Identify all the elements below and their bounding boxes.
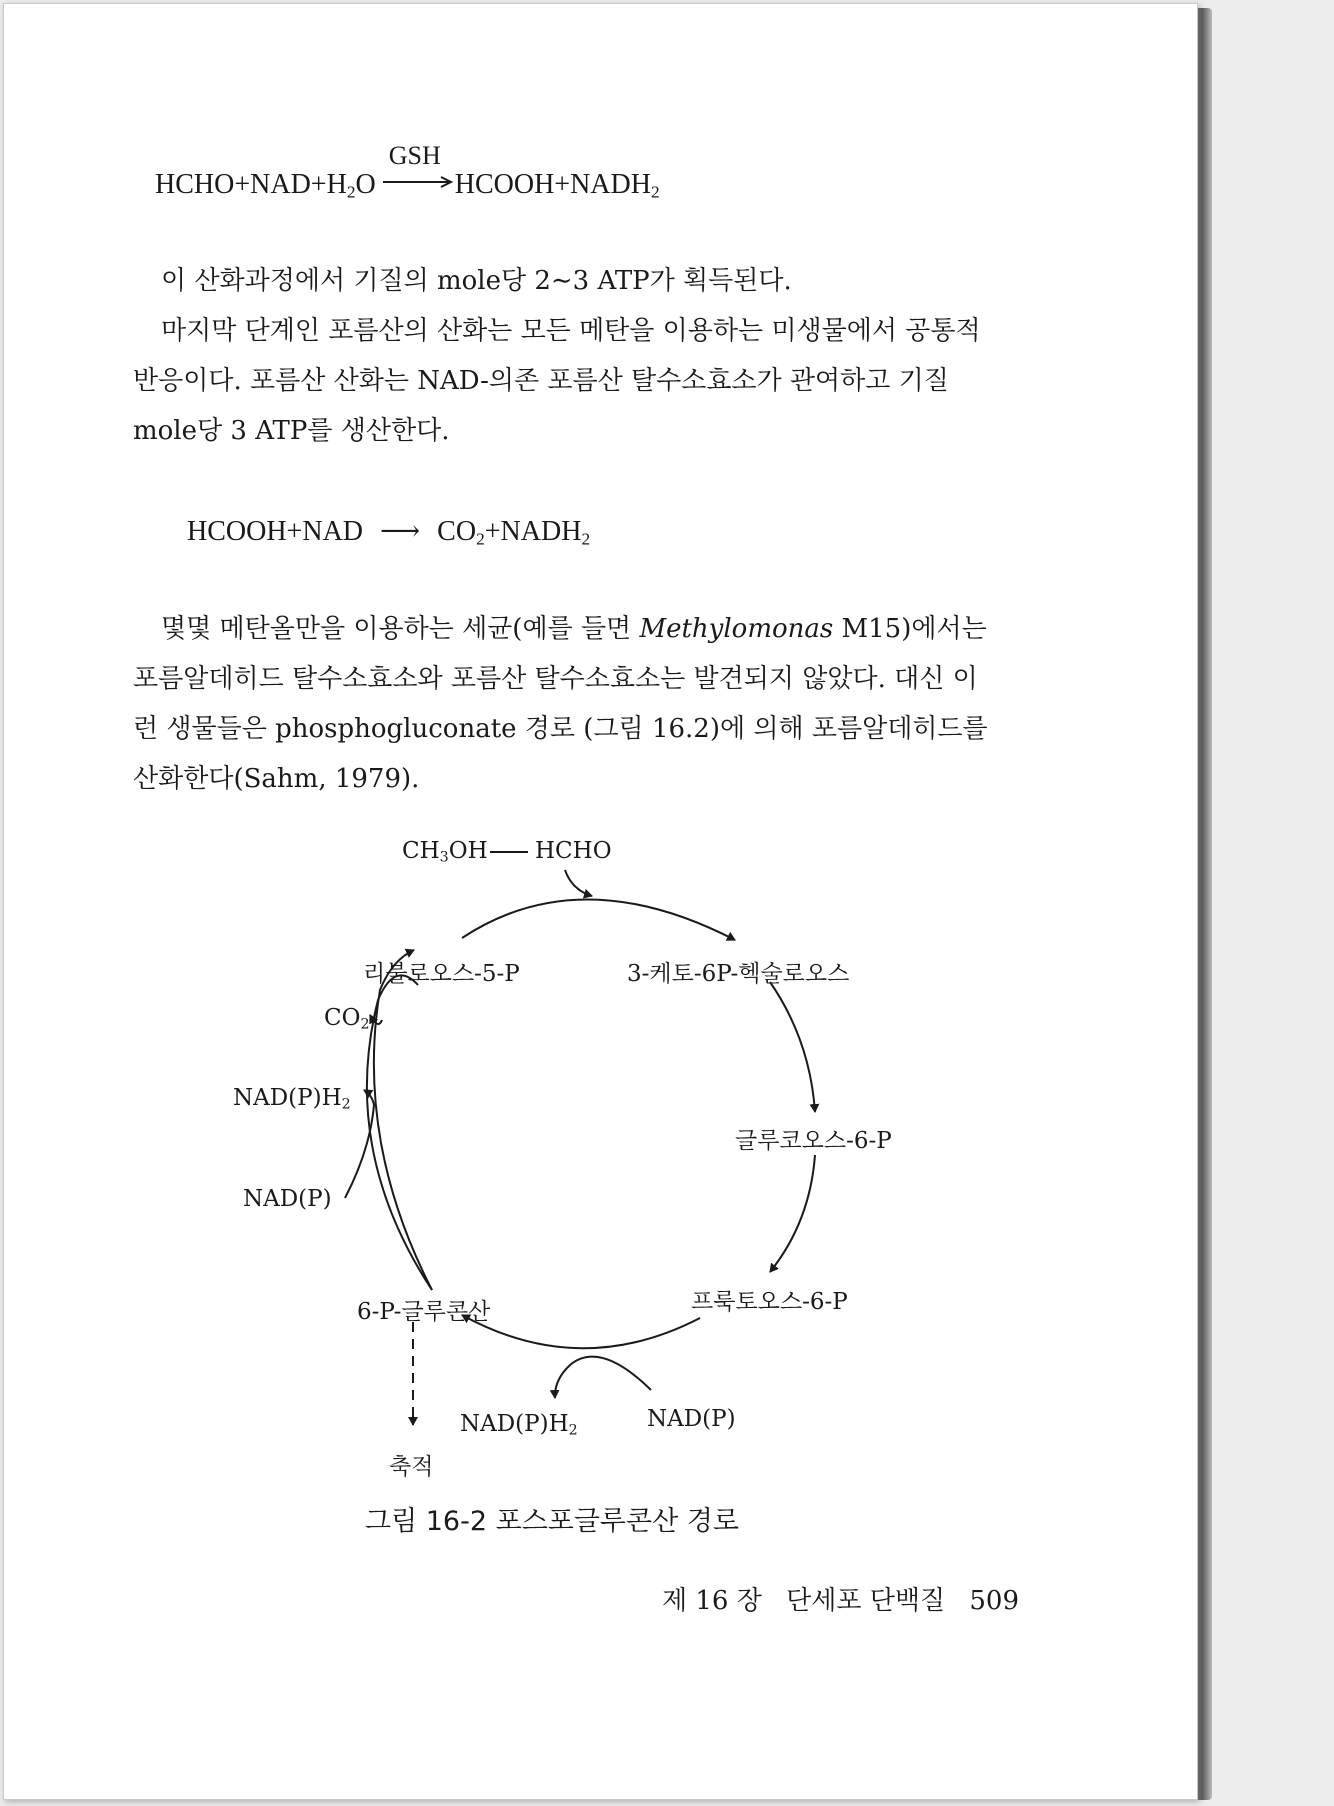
label-co2 bbox=[324, 1005, 370, 1033]
label-glucose-6-p: 글루코오스-6-P bbox=[735, 1128, 892, 1154]
nadph2-left-sub: 2 bbox=[341, 1096, 351, 1113]
page-footer bbox=[662, 1580, 1035, 1617]
figure-caption: 그림 16-2 포스포글루콘산 경로 bbox=[365, 1506, 739, 1537]
paragraph1-line2: 마지막 단계인 포름산의 산화는 모든 메탄을 이용하는 미생물에서 공통적 반응이다. 포름산 산화는 NAD-의존 포름산 탈수소효소가 관여하고 기질 mole당 3 ATP를 생산한다. bbox=[133, 316, 981, 446]
eq2-right-tail-sub: 2 bbox=[581, 529, 591, 549]
label-nadph2-left bbox=[233, 1085, 351, 1113]
label-nadp-left: NAD(P) bbox=[243, 1186, 332, 1212]
eq2-right-sub: 2 bbox=[476, 529, 485, 549]
eq1-right-sub: 2 bbox=[650, 182, 660, 202]
label-6-p-gluconate: 6-P-글루콘산 bbox=[357, 1299, 491, 1325]
methanol-oh: OH bbox=[448, 838, 488, 864]
label-methanol bbox=[402, 838, 488, 866]
co2-sub: 2 bbox=[360, 1016, 370, 1033]
catalyst-label: GSH bbox=[388, 141, 441, 170]
eq2-right-tail: +NADH bbox=[484, 516, 582, 547]
formaldehyde-entry-arrow bbox=[565, 870, 592, 896]
footer-title: 단세포 단백질 bbox=[786, 1586, 946, 1616]
arc-keto-to-glucose bbox=[770, 982, 815, 1112]
nadph2-bottom-sub: 2 bbox=[568, 1422, 578, 1439]
eq1-right: HCOOH+NADH bbox=[454, 169, 651, 200]
label-nadph2-bottom bbox=[460, 1411, 578, 1439]
arc-fructose-to-gluconate bbox=[462, 1315, 700, 1348]
cofactor-bottom-arrow bbox=[555, 1357, 651, 1398]
label-formaldehyde: HCHO bbox=[535, 838, 612, 864]
paragraph2-after: M15)에서는 포름알데히드 탈수소효소와 포름산 탈수소효소는 발견되지 않았다. 대신 이런 생물들은 phosphogluconate 경로 (그림 16.2)에 의해 포름알데히드를 산화한다(Sahm, 1979). bbox=[133, 614, 988, 794]
label-nadp-bottom: NAD(P) bbox=[647, 1406, 736, 1432]
label-accumulation: 축적 bbox=[389, 1454, 434, 1480]
co2-text: CO bbox=[324, 1005, 361, 1031]
eq1-left-tail: O bbox=[355, 169, 376, 200]
eq2-right: CO bbox=[437, 516, 477, 547]
nadph2-bottom-text: NAD(P)H bbox=[460, 1411, 569, 1437]
eq1-left: HCHO+NAD+H bbox=[155, 169, 347, 200]
methanol-sub: 3 bbox=[439, 849, 449, 866]
paragraph2-before: 몇몇 메탄올만을 이용하는 세균(예를 들면 bbox=[161, 614, 640, 644]
footer-chapter: 제 16 장 bbox=[662, 1586, 762, 1616]
label-keto-hexulose: 3-케토-6P-헥술로오스 bbox=[627, 961, 850, 987]
arc-ribulose-to-keto bbox=[462, 899, 735, 940]
paragraph1-line1: 이 산화과정에서 기질의 mole당 2∼3 ATP가 획득된다. bbox=[161, 266, 792, 296]
eq2-arrow-icon: ⟶ bbox=[380, 516, 421, 547]
page-number: 509 bbox=[969, 1586, 1019, 1616]
label-fructose-6-p: 프룩토오스-6-P bbox=[691, 1289, 848, 1315]
organism-name: Methylomonas bbox=[639, 614, 834, 644]
nadph2-left-text: NAD(P)H bbox=[233, 1085, 342, 1111]
eq2-left: HCOOH+NAD bbox=[187, 516, 364, 547]
eq1-left-sub: 2 bbox=[346, 182, 356, 202]
label-ribulose-5-p: 리불로오스-5-P bbox=[363, 961, 520, 987]
methanol-ch: CH bbox=[402, 838, 440, 864]
arc-glucose-to-fructose bbox=[770, 1155, 815, 1272]
